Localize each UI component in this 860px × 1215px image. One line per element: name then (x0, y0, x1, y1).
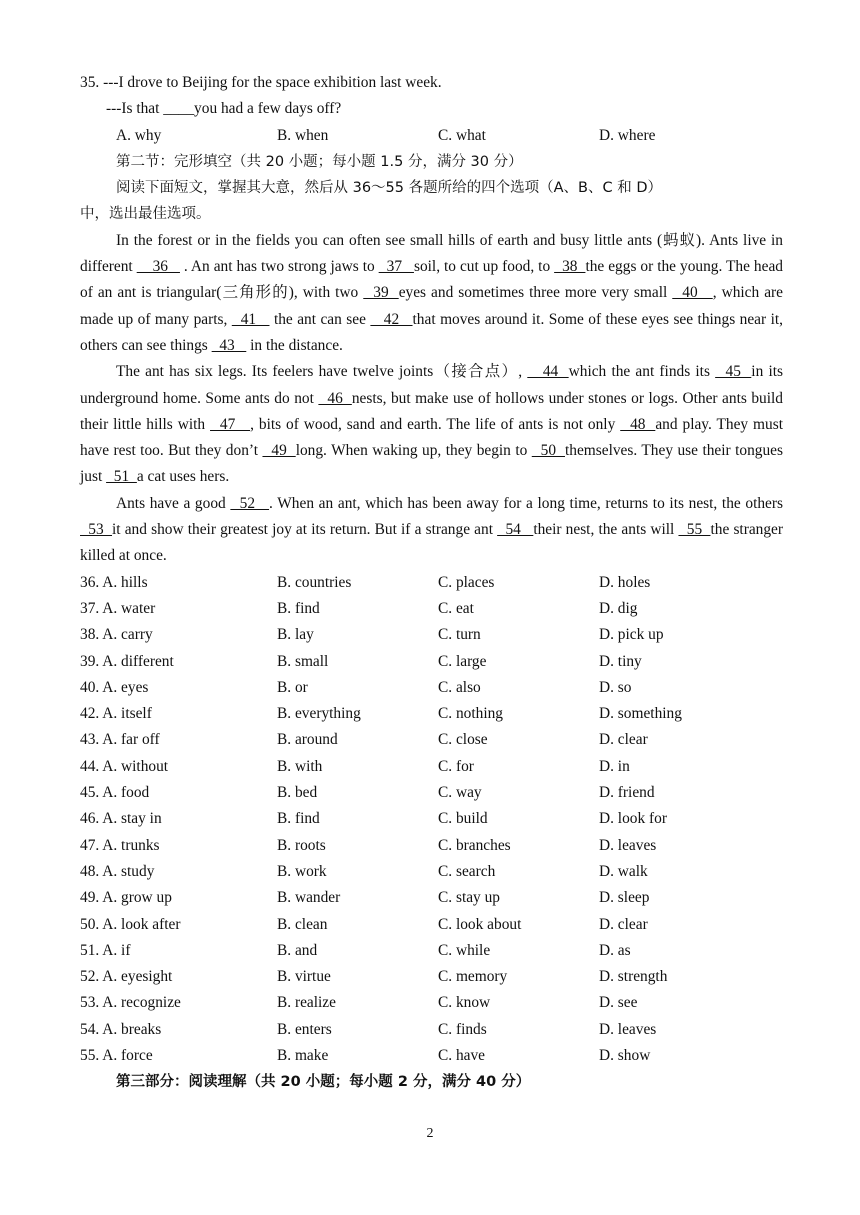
question-35-stem: 35. ---I drove to Beijing for the space exhibition last week. (80, 74, 442, 91)
option-d: D. tiny (599, 652, 642, 670)
blank-36: 36 (136, 258, 180, 276)
option-c: C. also (438, 678, 481, 696)
option-row (80, 754, 783, 780)
question-option-a: 40. A. eyes (80, 678, 149, 696)
question-35-options (80, 123, 783, 149)
option-row (80, 570, 783, 596)
option-c: C. turn (438, 626, 481, 644)
option-d: D. strength (599, 968, 668, 986)
blank-52: 52 (230, 494, 270, 512)
page-number: 2 (426, 1126, 434, 1141)
question-option-a: 47. A. trunks (80, 836, 160, 854)
option-d: D. leaves (599, 1020, 657, 1038)
question-option-a: 53. A. recognize (80, 994, 181, 1012)
option-b: B. lay (277, 626, 314, 644)
option-b: B. bed (277, 784, 318, 802)
blank-37: 37 (378, 258, 414, 276)
option-row (80, 859, 783, 885)
option-d: D. clear (599, 915, 648, 933)
option-c: C. search (438, 862, 496, 880)
passage-paragraph-2 (80, 359, 783, 490)
option-d: D. clear (599, 731, 648, 749)
option-c: C. have (438, 1046, 486, 1064)
question-option-a: 46. A. stay in (80, 810, 162, 828)
passage-text: the eggs or the young. The head of an ant is triangular(三角形的), with two (80, 258, 783, 302)
option-c: C. places (438, 573, 495, 591)
blank-47: 47 (210, 415, 251, 433)
blank-41: 41 (231, 310, 270, 328)
passage-text: themselves. They use their tongues just (80, 442, 783, 486)
option-b: B. wander (277, 889, 341, 907)
passage-text: In the forest or in the fields you can often see small hills of earth and busy little ants (蚂蚁). Ants live in different (80, 231, 783, 276)
option-b: B. roots (277, 836, 326, 854)
option-row (80, 964, 783, 990)
option-c: C. what (438, 126, 486, 144)
passage-text: their nest, the ants will (533, 521, 679, 539)
option-row (80, 780, 783, 806)
option-b: B. find (277, 599, 320, 617)
option-c: C. know (438, 994, 491, 1012)
option-b: B. enters (277, 1020, 332, 1038)
option-b: B. find (277, 810, 320, 828)
passage-text: , which are made up of many parts, (80, 284, 783, 328)
question-option-a: 48. A. study (80, 862, 155, 880)
cloze-passage (80, 228, 783, 570)
blank-40: 40 (672, 284, 713, 302)
passage-text: it and show their greatest joy at its return. But if a strange ant (112, 521, 498, 539)
option-row (80, 990, 783, 1016)
option-b: B. everything (277, 705, 361, 723)
option-d: D. dig (599, 599, 638, 617)
option-row (80, 938, 783, 964)
option-row (80, 675, 783, 701)
blank-39: 39 (363, 284, 399, 302)
question-35-reply (80, 96, 783, 122)
passage-text: in the distance. (246, 336, 343, 354)
option-b: B. when (277, 126, 329, 144)
option-b: B. and (277, 941, 318, 959)
option-c: C. way (438, 784, 482, 802)
blank-45: 45 (715, 363, 752, 381)
question-option-a: 39. A. different (80, 652, 174, 670)
question-option-a: 45. A. food (80, 784, 150, 802)
option-c: C. large (438, 652, 487, 670)
option-row (80, 622, 783, 648)
question-option-a: 38. A. carry (80, 626, 153, 644)
question-option-a: 36. A. hills (80, 573, 148, 591)
option-row (80, 649, 783, 675)
passage-text: the ant can see (269, 310, 371, 328)
blank-54: 54 (497, 521, 534, 539)
blank-42: 42 (370, 310, 413, 328)
section-2-heading: 第二节：完形填空（共 20 小题；每小题 1.5 分，满分 30 分） (116, 153, 523, 170)
option-a: A. why (116, 126, 162, 144)
passage-text: . An ant has two strong jaws to (179, 258, 379, 276)
passage-text: long. When waking up, they begin to (295, 442, 532, 460)
option-row (80, 885, 783, 911)
question-35 (80, 70, 783, 149)
option-d: D. pick up (599, 626, 664, 644)
blank-51: 51 (106, 468, 137, 486)
option-row (80, 727, 783, 753)
option-b: B. realize (277, 994, 336, 1012)
option-d: D. sleep (599, 889, 650, 907)
question-option-a: 52. A. eyesight (80, 968, 173, 986)
question-option-a: 54. A. breaks (80, 1020, 162, 1038)
option-b: B. make (277, 1046, 329, 1064)
question-option-a: 42. A. itself (80, 705, 152, 723)
passage-paragraph-3 (80, 491, 783, 570)
blank-53: 53 (80, 521, 113, 539)
blank-55: 55 (678, 521, 711, 539)
option-b: B. work (277, 862, 327, 880)
blank-48: 48 (620, 415, 656, 433)
question-option-a: 50. A. look after (80, 915, 181, 933)
option-d: D. look for (599, 810, 667, 828)
section-2-instruction-line-1: 阅读下面短文，掌握其大意，然后从 36～55 各题所给的四个选项（A、B、C 和 D） (116, 180, 662, 197)
option-d: D. so (599, 678, 632, 696)
option-d: D. as (599, 941, 631, 959)
option-b: B. countries (277, 573, 352, 591)
question-option-a: 43. A. far off (80, 731, 160, 749)
passage-text: , bits of wood, sand and earth. The life of ants is not only (250, 415, 621, 433)
option-c: C. close (438, 731, 488, 749)
passage-text: Ants have a good (116, 494, 231, 512)
exam-page (80, 70, 783, 1096)
option-c: C. finds (438, 1020, 487, 1038)
question-option-a: 37. A. water (80, 599, 156, 617)
question-option-a: 49. A. grow up (80, 889, 172, 907)
blank-50: 50 (531, 442, 565, 460)
blank-44: 44 (527, 363, 569, 381)
passage-text: which the ant finds its (568, 363, 716, 381)
passage-text: The ant has six legs. Its feelers have twelve joints（接合点）, (116, 363, 528, 381)
question-option-a: 55. A. force (80, 1046, 153, 1064)
option-row (80, 701, 783, 727)
option-c: C. nothing (438, 705, 503, 723)
option-c: C. while (438, 941, 491, 959)
question-option-a: 51. A. if (80, 941, 131, 959)
passage-text: nests, but make use of hollows under stones or logs. Other ants build their little hills with (80, 389, 783, 433)
option-d: D. in (599, 757, 630, 775)
option-row (80, 806, 783, 832)
passage-text: in its underground home. Some ants do not (80, 363, 783, 407)
option-b: B. virtue (277, 968, 331, 986)
option-d: D. show (599, 1046, 651, 1064)
passage-text: and play. They must have rest too. But they don’t (80, 415, 783, 460)
blank-43: 43 (211, 336, 247, 354)
option-d: D. holes (599, 573, 651, 591)
reply-blank: ____ (163, 100, 195, 118)
option-b: B. clean (277, 915, 328, 933)
option-row (80, 1017, 783, 1043)
passage-text: that moves around it. Some of these eyes see things near it, others can see things (80, 310, 783, 354)
section-2-instruction-line-2: 中，选出最佳选项。 (80, 206, 211, 223)
option-b: B. small (277, 652, 329, 670)
option-b: B. around (277, 731, 338, 749)
passage-paragraph-1 (80, 228, 783, 359)
blank-49: 49 (262, 442, 296, 460)
option-c: C. stay up (438, 889, 500, 907)
option-c: C. branches (438, 836, 511, 854)
option-c: C. for (438, 757, 474, 775)
option-b: B. or (277, 678, 308, 696)
options-list (80, 570, 783, 1070)
option-d: D. walk (599, 862, 648, 880)
reply-text-b: you had a few days off? (194, 100, 342, 118)
passage-text: soil, to cut up food, to (413, 258, 555, 276)
option-d: D. something (599, 705, 682, 723)
section-3-heading: 第三部分：阅读理解（共 20 小题；每小题 2 分，满分 40 分） (116, 1074, 531, 1091)
passage-text: the stranger killed at once. (80, 521, 784, 565)
blank-38: 38 (554, 258, 586, 276)
option-c: C. memory (438, 968, 508, 986)
option-row (80, 596, 783, 622)
option-row (80, 833, 783, 859)
question-option-a: 44. A. without (80, 757, 169, 775)
option-d: D. where (599, 126, 656, 144)
option-c: C. look about (438, 915, 522, 933)
passage-text: a cat uses hers. (136, 468, 230, 486)
option-d: D. see (599, 994, 638, 1012)
reply-text-a: ---Is that (106, 100, 164, 118)
passage-text: eyes and sometimes three more very small (398, 284, 673, 302)
option-c: C. build (438, 810, 488, 828)
option-c: C. eat (438, 599, 474, 617)
blank-46: 46 (318, 389, 352, 407)
option-d: D. friend (599, 784, 655, 802)
option-d: D. leaves (599, 836, 657, 854)
option-row (80, 912, 783, 938)
passage-text: . When an ant, which has been away for a long time, returns to its nest, the others (269, 494, 783, 512)
option-row (80, 1043, 783, 1069)
option-b: B. with (277, 757, 323, 775)
